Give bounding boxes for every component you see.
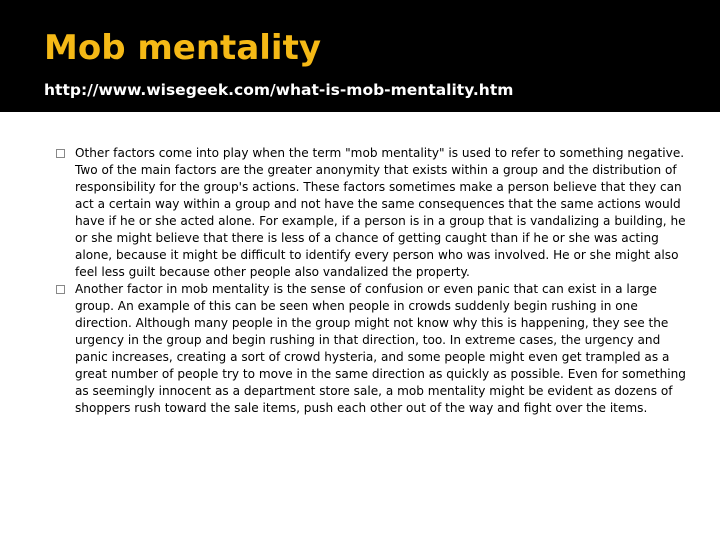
bullet-text: Another factor in mob mentality is the sense of confusion or even panic that can exist in a large group. An example of this can be seen when people in crowds suddenly begin rushing in one direction. Although many people in the group might not know why this is happening, they see the urgency in the group and begin rushing in that direction, too. In extreme cases, the urgency and panic increases, creating a sort of crowd hysteria, and some people might even get trampled as a great number of people try to move in the same direction as quickly as possible. Even for something as seemingly innocent as a department store sale, a mob mentality might be evident as dozens of shoppers rush toward the sale items, push each other out of the way and fight over the items. xyxy=(75,282,686,415)
bullet-item xyxy=(56,281,686,417)
bullet-text: Other factors come into play when the term "mob mentality" is used to refer to something negative. Two of the main factors are the greater anonymity that exists within a group and the distribution of responsibility for the group's actions. These factors sometimes make a person believe that they can act a certain way within a group and not have the same consequences that the same actions would have if he or she acted alone. For example, if a person is in a group that is vandalizing a building, he or she might believe that there is less of a chance of getting caught than if he or she was acting alone, because it might be difficult to identify every person who was involved. He or she might also feel less guilt because other people also vandalized the property. xyxy=(75,146,686,279)
slide-title: Mob mentality xyxy=(44,28,321,68)
bullet-item xyxy=(56,145,686,281)
square-bullet-icon xyxy=(56,285,65,294)
slide-subtitle: http://www.wisegeek.com/what-is-mob-mentality.htm xyxy=(44,81,514,99)
slide-header xyxy=(0,0,720,112)
slide-body xyxy=(56,145,686,417)
square-bullet-icon xyxy=(56,149,65,158)
